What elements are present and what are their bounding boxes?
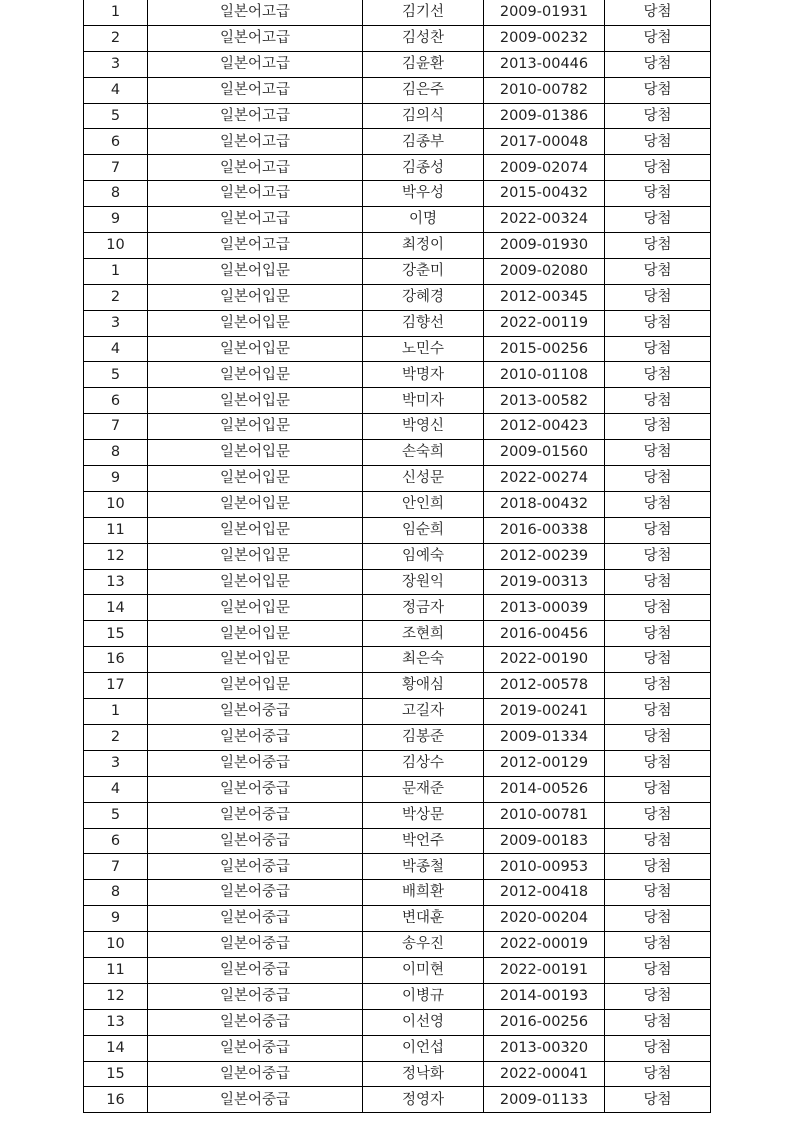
course-cell: 일본어중급 <box>148 1009 363 1035</box>
course-cell: 일본어입문 <box>148 258 363 284</box>
result-cell: 당첨 <box>605 517 711 543</box>
table-row <box>84 233 711 259</box>
name-cell: 신성문 <box>363 466 484 492</box>
member-id-cell: 2010-00781 <box>484 802 605 828</box>
course-cell: 일본어고급 <box>148 25 363 51</box>
course-cell: 일본어고급 <box>148 233 363 259</box>
row-number-cell: 3 <box>84 310 148 336</box>
table-row <box>84 181 711 207</box>
row-number-cell: 7 <box>84 414 148 440</box>
name-cell: 배희환 <box>363 880 484 906</box>
row-number-cell: 10 <box>84 233 148 259</box>
result-cell: 당첨 <box>605 155 711 181</box>
table-row <box>84 77 711 103</box>
name-cell: 박명자 <box>363 362 484 388</box>
table-row <box>84 673 711 699</box>
result-cell: 당첨 <box>605 284 711 310</box>
table-row <box>84 103 711 129</box>
row-number-cell: 7 <box>84 854 148 880</box>
row-number-cell: 14 <box>84 595 148 621</box>
course-cell: 일본어고급 <box>148 51 363 77</box>
course-cell: 일본어고급 <box>148 129 363 155</box>
row-number-cell: 11 <box>84 517 148 543</box>
result-cell: 당첨 <box>605 310 711 336</box>
member-id-cell: 2013-00582 <box>484 388 605 414</box>
row-number-cell: 10 <box>84 491 148 517</box>
row-number-cell: 8 <box>84 181 148 207</box>
member-id-cell: 2016-00256 <box>484 1009 605 1035</box>
course-cell: 일본어입문 <box>148 414 363 440</box>
member-id-cell: 2020-00204 <box>484 906 605 932</box>
row-number-cell: 13 <box>84 1009 148 1035</box>
course-cell: 일본어고급 <box>148 0 363 25</box>
row-number-cell: 2 <box>84 284 148 310</box>
table-row <box>84 880 711 906</box>
name-cell: 김종부 <box>363 129 484 155</box>
table-row <box>84 776 711 802</box>
name-cell: 정영자 <box>363 1087 484 1113</box>
name-cell: 이언섭 <box>363 1035 484 1061</box>
winners-table-body <box>84 0 711 1113</box>
table-row <box>84 621 711 647</box>
member-id-cell: 2010-00953 <box>484 854 605 880</box>
row-number-cell: 5 <box>84 103 148 129</box>
result-cell: 당첨 <box>605 25 711 51</box>
result-cell: 당첨 <box>605 181 711 207</box>
result-cell: 당첨 <box>605 595 711 621</box>
name-cell: 김기선 <box>363 0 484 25</box>
member-id-cell: 2022-00324 <box>484 207 605 233</box>
row-number-cell: 17 <box>84 673 148 699</box>
course-cell: 일본어입문 <box>148 388 363 414</box>
name-cell: 안인희 <box>363 491 484 517</box>
result-cell: 당첨 <box>605 828 711 854</box>
row-number-cell: 6 <box>84 388 148 414</box>
course-cell: 일본어중급 <box>148 957 363 983</box>
result-cell: 당첨 <box>605 77 711 103</box>
table-row <box>84 207 711 233</box>
member-id-cell: 2014-00526 <box>484 776 605 802</box>
row-number-cell: 15 <box>84 621 148 647</box>
member-id-cell: 2009-02080 <box>484 258 605 284</box>
name-cell: 정낙화 <box>363 1061 484 1087</box>
table-row <box>84 983 711 1009</box>
name-cell: 김은주 <box>363 77 484 103</box>
member-id-cell: 2009-01560 <box>484 440 605 466</box>
name-cell: 박종철 <box>363 854 484 880</box>
table-row <box>84 51 711 77</box>
member-id-cell: 2018-00432 <box>484 491 605 517</box>
row-number-cell: 4 <box>84 776 148 802</box>
row-number-cell: 11 <box>84 957 148 983</box>
member-id-cell: 2016-00456 <box>484 621 605 647</box>
result-cell: 당첨 <box>605 957 711 983</box>
name-cell: 노민수 <box>363 336 484 362</box>
member-id-cell: 2012-00578 <box>484 673 605 699</box>
course-cell: 일본어중급 <box>148 724 363 750</box>
table-row <box>84 699 711 725</box>
result-cell: 당첨 <box>605 1035 711 1061</box>
name-cell: 박상문 <box>363 802 484 828</box>
table-row <box>84 932 711 958</box>
name-cell: 정금자 <box>363 595 484 621</box>
table-row <box>84 440 711 466</box>
member-id-cell: 2009-02074 <box>484 155 605 181</box>
name-cell: 조현희 <box>363 621 484 647</box>
table-row <box>84 1009 711 1035</box>
row-number-cell: 6 <box>84 828 148 854</box>
name-cell: 황애심 <box>363 673 484 699</box>
course-cell: 일본어입문 <box>148 595 363 621</box>
member-id-cell: 2022-00274 <box>484 466 605 492</box>
name-cell: 김상수 <box>363 750 484 776</box>
table-row <box>84 388 711 414</box>
course-cell: 일본어중급 <box>148 750 363 776</box>
member-id-cell: 2017-00048 <box>484 129 605 155</box>
result-cell: 당첨 <box>605 207 711 233</box>
name-cell: 최정이 <box>363 233 484 259</box>
name-cell: 박우성 <box>363 181 484 207</box>
row-number-cell: 4 <box>84 77 148 103</box>
member-id-cell: 2013-00446 <box>484 51 605 77</box>
course-cell: 일본어중급 <box>148 854 363 880</box>
member-id-cell: 2012-00345 <box>484 284 605 310</box>
member-id-cell: 2022-00041 <box>484 1061 605 1087</box>
course-cell: 일본어입문 <box>148 647 363 673</box>
name-cell: 이미현 <box>363 957 484 983</box>
member-id-cell: 2022-00019 <box>484 932 605 958</box>
table-row <box>84 957 711 983</box>
table-row <box>84 1087 711 1113</box>
result-cell: 당첨 <box>605 414 711 440</box>
course-cell: 일본어입문 <box>148 621 363 647</box>
course-cell: 일본어중급 <box>148 776 363 802</box>
row-number-cell: 6 <box>84 129 148 155</box>
result-cell: 당첨 <box>605 854 711 880</box>
member-id-cell: 2013-00320 <box>484 1035 605 1061</box>
row-number-cell: 1 <box>84 0 148 25</box>
row-number-cell: 1 <box>84 699 148 725</box>
name-cell: 강혜경 <box>363 284 484 310</box>
result-cell: 당첨 <box>605 466 711 492</box>
winners-table <box>83 0 711 1113</box>
result-cell: 당첨 <box>605 880 711 906</box>
member-id-cell: 2016-00338 <box>484 517 605 543</box>
table-row <box>84 155 711 181</box>
member-id-cell: 2022-00190 <box>484 647 605 673</box>
result-cell: 당첨 <box>605 0 711 25</box>
table-row <box>84 466 711 492</box>
name-cell: 손숙희 <box>363 440 484 466</box>
table-row <box>84 517 711 543</box>
name-cell: 김향선 <box>363 310 484 336</box>
member-id-cell: 2019-00241 <box>484 699 605 725</box>
table-row <box>84 750 711 776</box>
result-cell: 당첨 <box>605 491 711 517</box>
member-id-cell: 2009-01930 <box>484 233 605 259</box>
name-cell: 임예숙 <box>363 543 484 569</box>
name-cell: 송우진 <box>363 932 484 958</box>
course-cell: 일본어고급 <box>148 155 363 181</box>
course-cell: 일본어입문 <box>148 517 363 543</box>
table-row <box>84 724 711 750</box>
course-cell: 일본어중급 <box>148 1087 363 1113</box>
name-cell: 김윤환 <box>363 51 484 77</box>
name-cell: 김성찬 <box>363 25 484 51</box>
table-row <box>84 414 711 440</box>
course-cell: 일본어중급 <box>148 906 363 932</box>
result-cell: 당첨 <box>605 673 711 699</box>
member-id-cell: 2022-00119 <box>484 310 605 336</box>
name-cell: 문재준 <box>363 776 484 802</box>
member-id-cell: 2010-00782 <box>484 77 605 103</box>
row-number-cell: 8 <box>84 880 148 906</box>
row-number-cell: 2 <box>84 25 148 51</box>
name-cell: 이선영 <box>363 1009 484 1035</box>
result-cell: 당첨 <box>605 388 711 414</box>
table-row <box>84 362 711 388</box>
member-id-cell: 2012-00129 <box>484 750 605 776</box>
result-cell: 당첨 <box>605 1009 711 1035</box>
row-number-cell: 2 <box>84 724 148 750</box>
row-number-cell: 3 <box>84 51 148 77</box>
row-number-cell: 3 <box>84 750 148 776</box>
result-cell: 당첨 <box>605 1061 711 1087</box>
result-cell: 당첨 <box>605 699 711 725</box>
result-cell: 당첨 <box>605 51 711 77</box>
course-cell: 일본어중급 <box>148 802 363 828</box>
course-cell: 일본어입문 <box>148 336 363 362</box>
table-row <box>84 336 711 362</box>
result-cell: 당첨 <box>605 569 711 595</box>
name-cell: 변대훈 <box>363 906 484 932</box>
course-cell: 일본어중급 <box>148 932 363 958</box>
row-number-cell: 9 <box>84 207 148 233</box>
result-cell: 당첨 <box>605 750 711 776</box>
result-cell: 당첨 <box>605 1087 711 1113</box>
row-number-cell: 9 <box>84 906 148 932</box>
member-id-cell: 2014-00193 <box>484 983 605 1009</box>
row-number-cell: 8 <box>84 440 148 466</box>
name-cell: 박영신 <box>363 414 484 440</box>
table-row <box>84 802 711 828</box>
member-id-cell: 2012-00423 <box>484 414 605 440</box>
result-cell: 당첨 <box>605 543 711 569</box>
course-cell: 일본어입문 <box>148 569 363 595</box>
member-id-cell: 2009-01133 <box>484 1087 605 1113</box>
course-cell: 일본어중급 <box>148 699 363 725</box>
course-cell: 일본어입문 <box>148 673 363 699</box>
table-row <box>84 543 711 569</box>
table-row <box>84 595 711 621</box>
table-row <box>84 854 711 880</box>
row-number-cell: 10 <box>84 932 148 958</box>
result-cell: 당첨 <box>605 802 711 828</box>
result-cell: 당첨 <box>605 776 711 802</box>
member-id-cell: 2009-01931 <box>484 0 605 25</box>
member-id-cell: 2015-00432 <box>484 181 605 207</box>
member-id-cell: 2012-00418 <box>484 880 605 906</box>
result-cell: 당첨 <box>605 258 711 284</box>
course-cell: 일본어중급 <box>148 828 363 854</box>
row-number-cell: 1 <box>84 258 148 284</box>
row-number-cell: 5 <box>84 802 148 828</box>
name-cell: 장원익 <box>363 569 484 595</box>
course-cell: 일본어입문 <box>148 543 363 569</box>
result-cell: 당첨 <box>605 724 711 750</box>
row-number-cell: 16 <box>84 647 148 673</box>
name-cell: 박언주 <box>363 828 484 854</box>
name-cell: 고길자 <box>363 699 484 725</box>
name-cell: 최은숙 <box>363 647 484 673</box>
row-number-cell: 12 <box>84 983 148 1009</box>
row-number-cell: 5 <box>84 362 148 388</box>
row-number-cell: 12 <box>84 543 148 569</box>
table-row <box>84 906 711 932</box>
course-cell: 일본어고급 <box>148 103 363 129</box>
result-cell: 당첨 <box>605 440 711 466</box>
row-number-cell: 15 <box>84 1061 148 1087</box>
result-cell: 당첨 <box>605 362 711 388</box>
table-row <box>84 647 711 673</box>
row-number-cell: 14 <box>84 1035 148 1061</box>
course-cell: 일본어입문 <box>148 310 363 336</box>
table-row <box>84 0 711 25</box>
course-cell: 일본어중급 <box>148 983 363 1009</box>
course-cell: 일본어고급 <box>148 77 363 103</box>
course-cell: 일본어입문 <box>148 362 363 388</box>
course-cell: 일본어중급 <box>148 1035 363 1061</box>
table-row <box>84 1061 711 1087</box>
row-number-cell: 4 <box>84 336 148 362</box>
row-number-cell: 7 <box>84 155 148 181</box>
name-cell: 임순희 <box>363 517 484 543</box>
course-cell: 일본어중급 <box>148 880 363 906</box>
course-cell: 일본어중급 <box>148 1061 363 1087</box>
course-cell: 일본어입문 <box>148 284 363 310</box>
course-cell: 일본어입문 <box>148 491 363 517</box>
member-id-cell: 2022-00191 <box>484 957 605 983</box>
result-cell: 당첨 <box>605 906 711 932</box>
row-number-cell: 13 <box>84 569 148 595</box>
result-cell: 당첨 <box>605 932 711 958</box>
table-row <box>84 1035 711 1061</box>
course-cell: 일본어고급 <box>148 207 363 233</box>
row-number-cell: 16 <box>84 1087 148 1113</box>
member-id-cell: 2009-00232 <box>484 25 605 51</box>
table-row <box>84 258 711 284</box>
table-row <box>84 129 711 155</box>
name-cell: 이명 <box>363 207 484 233</box>
result-cell: 당첨 <box>605 129 711 155</box>
table-row <box>84 569 711 595</box>
name-cell: 김종성 <box>363 155 484 181</box>
member-id-cell: 2019-00313 <box>484 569 605 595</box>
table-row <box>84 25 711 51</box>
member-id-cell: 2012-00239 <box>484 543 605 569</box>
row-number-cell: 9 <box>84 466 148 492</box>
result-cell: 당첨 <box>605 621 711 647</box>
table-row <box>84 828 711 854</box>
member-id-cell: 2009-01386 <box>484 103 605 129</box>
course-cell: 일본어입문 <box>148 440 363 466</box>
name-cell: 김봉준 <box>363 724 484 750</box>
result-cell: 당첨 <box>605 983 711 1009</box>
member-id-cell: 2015-00256 <box>484 336 605 362</box>
result-cell: 당첨 <box>605 233 711 259</box>
member-id-cell: 2009-00183 <box>484 828 605 854</box>
result-cell: 당첨 <box>605 647 711 673</box>
course-cell: 일본어고급 <box>148 181 363 207</box>
table-row <box>84 491 711 517</box>
table-row <box>84 284 711 310</box>
name-cell: 이병규 <box>363 983 484 1009</box>
course-cell: 일본어입문 <box>148 466 363 492</box>
result-cell: 당첨 <box>605 336 711 362</box>
name-cell: 강춘미 <box>363 258 484 284</box>
table-row <box>84 310 711 336</box>
name-cell: 박미자 <box>363 388 484 414</box>
member-id-cell: 2010-01108 <box>484 362 605 388</box>
name-cell: 김의식 <box>363 103 484 129</box>
member-id-cell: 2013-00039 <box>484 595 605 621</box>
result-cell: 당첨 <box>605 103 711 129</box>
member-id-cell: 2009-01334 <box>484 724 605 750</box>
